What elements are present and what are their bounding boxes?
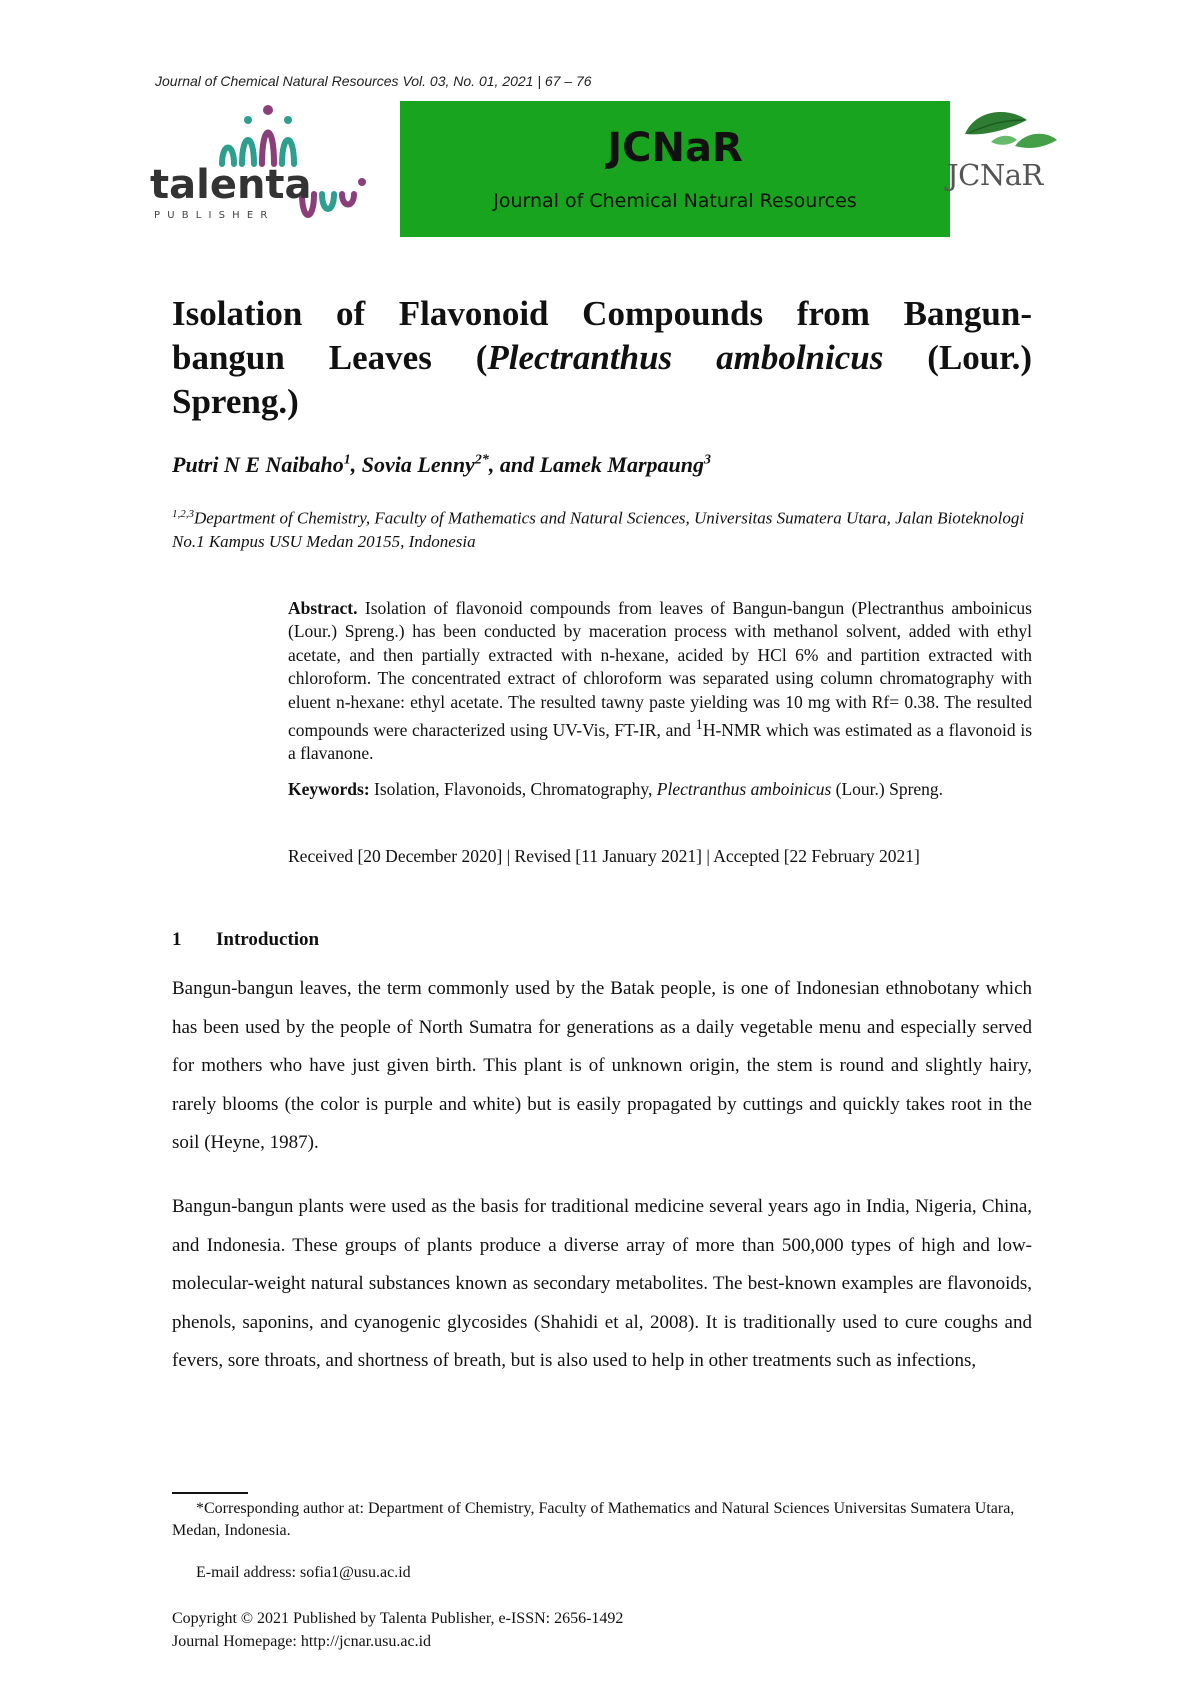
talenta-publisher-logo bbox=[152, 102, 392, 228]
section-heading bbox=[172, 929, 319, 951]
keywords bbox=[288, 778, 1032, 801]
keywords-label: Keywords: bbox=[288, 779, 370, 799]
keywords-text: Isolation, Flavonoids, Chromatography, bbox=[369, 779, 657, 799]
author-sup: 2* bbox=[474, 452, 489, 468]
author-name: Lamek Marpaung bbox=[539, 452, 704, 477]
author-sep: , and bbox=[488, 452, 540, 477]
paper-title bbox=[172, 292, 1032, 424]
author-sup: 1 bbox=[343, 452, 351, 468]
author-name: Putri N E Naibaho bbox=[172, 452, 344, 477]
abstract-text-end: H-NMR which was estimated as a flavonoid is a flavanone. bbox=[288, 719, 1033, 764]
title-line-3: Spreng.) bbox=[172, 382, 299, 421]
species-name: Plectranthus ambolnicus bbox=[487, 338, 884, 377]
abstract-label: Abstract. bbox=[288, 598, 358, 618]
intro-paragraph-2: Bangun-bangun plants were used as the basis for traditional medicine several years ago in India, Nigeria, China, and Indonesia. These groups of plants produce a diverse array of more than 500,000 types of high and low-molecular-weight natural substances known as secondary metabolites. The best-known examples are flavonoids, phenols, saponins, and cyanogenic glycosides (Shahidi et al, 2008). It is traditionally used to cure coughs and fevers, sore throats, and shortness of breath, but is also used to help in other treatments such as infections, bbox=[172, 1196, 1032, 1371]
abstract-text: Isolation of flavonoid compounds from leaves of Bangun-bangun (Plectranthus amboinicus (Lour.) Spreng.) has been conducted by maceration process with methanol solvent, added with ethyl acetate, and then partially extracted with n-hexane, acided by HCl 6% and partition extracted with chloroform. The concentrated extract of chloroform was separated using column chromatography with eluent n-hexane: ethyl acetate. The resulted tawny paste yielding was 10 mg with Rf= 0.38. The resulted compounds were characterized using UV-Vis, FT-IR, and bbox=[288, 598, 1032, 740]
author-sup: 3 bbox=[704, 452, 711, 468]
abstract bbox=[288, 597, 1032, 766]
title-line-1: Isolation of Flavonoid Compounds from Bangun- bbox=[172, 294, 1032, 333]
keywords-tail: (Lour.) Spreng. bbox=[831, 779, 944, 799]
jcnar-logo bbox=[945, 100, 1065, 210]
title-text: (Lour.) bbox=[883, 338, 1032, 377]
journal-citation: Journal of Chemical Natural Resources Vol. 03, No. 01, 2021 | 67 – 76 bbox=[155, 73, 592, 89]
copyright-line: Copyright © 2021 Published by Talenta Publisher, e-ISSN: 2656-1492 bbox=[172, 1610, 624, 1627]
footnote-divider bbox=[172, 1492, 248, 1494]
affiliation bbox=[172, 503, 1032, 553]
submission-dates: Received [20 December 2020] | Revised [11 January 2021] | Accepted [22 February 2021] bbox=[288, 846, 920, 866]
title-line-2 bbox=[172, 336, 1032, 380]
keywords-species: Plectranthus amboinicus bbox=[656, 779, 832, 799]
corresponding-author-note: *Corresponding author at: Department of Chemistry, Faculty of Mathematics and Natural Sciences Universitas Sumatera Utara, Medan, Indonesia. bbox=[172, 1500, 1015, 1539]
homepage-link[interactable]: Journal Homepage: http://jcnar.usu.ac.id bbox=[172, 1633, 432, 1650]
banner-title: JCNaR bbox=[607, 125, 743, 171]
publisher-subtitle: P U B L I S H E R bbox=[154, 210, 270, 221]
talenta-wordmark: talenta bbox=[150, 162, 312, 208]
nmr-sup: 1 bbox=[695, 717, 703, 734]
affiliation-sup: 1,2,3 bbox=[172, 508, 194, 520]
banner-subtitle: Journal of Chemical Natural Resources bbox=[493, 190, 857, 212]
page-footer bbox=[172, 1607, 623, 1653]
section-title: Introduction bbox=[216, 929, 320, 950]
author-sep: , bbox=[350, 452, 362, 477]
jcnar-logo-text: JCNaR bbox=[947, 158, 1043, 192]
title-text: bangun Leaves ( bbox=[172, 338, 488, 377]
intro-paragraph-1: Bangun-bangun leaves, the term commonly used by the Batak people, is one of Indonesian ethnobotany which has been used by the people of North Sumatra for generations as a daily vegetable menu and especially served for mothers who have just given birth. This plant is of unknown origin, the stem is round and slightly hairy, rarely blooms (the color is purple and white) but is easily propagated by cuttings and quickly takes root in the soil (Heyne, 1987). bbox=[172, 978, 1032, 1153]
author-list bbox=[172, 452, 711, 478]
section-number: 1 bbox=[172, 929, 182, 950]
journal-banner bbox=[400, 101, 950, 237]
email-address: E-mail address: sofia1@usu.ac.id bbox=[196, 1564, 411, 1581]
affiliation-text: Department of Chemistry, Faculty of Mathematics and Natural Sciences, Universitas Sumatera Utara, Jalan Bioteknologi No.1 Kampus USU Medan 20155, Indonesia bbox=[172, 508, 1025, 551]
author-name: Sovia Lenny bbox=[361, 452, 475, 477]
